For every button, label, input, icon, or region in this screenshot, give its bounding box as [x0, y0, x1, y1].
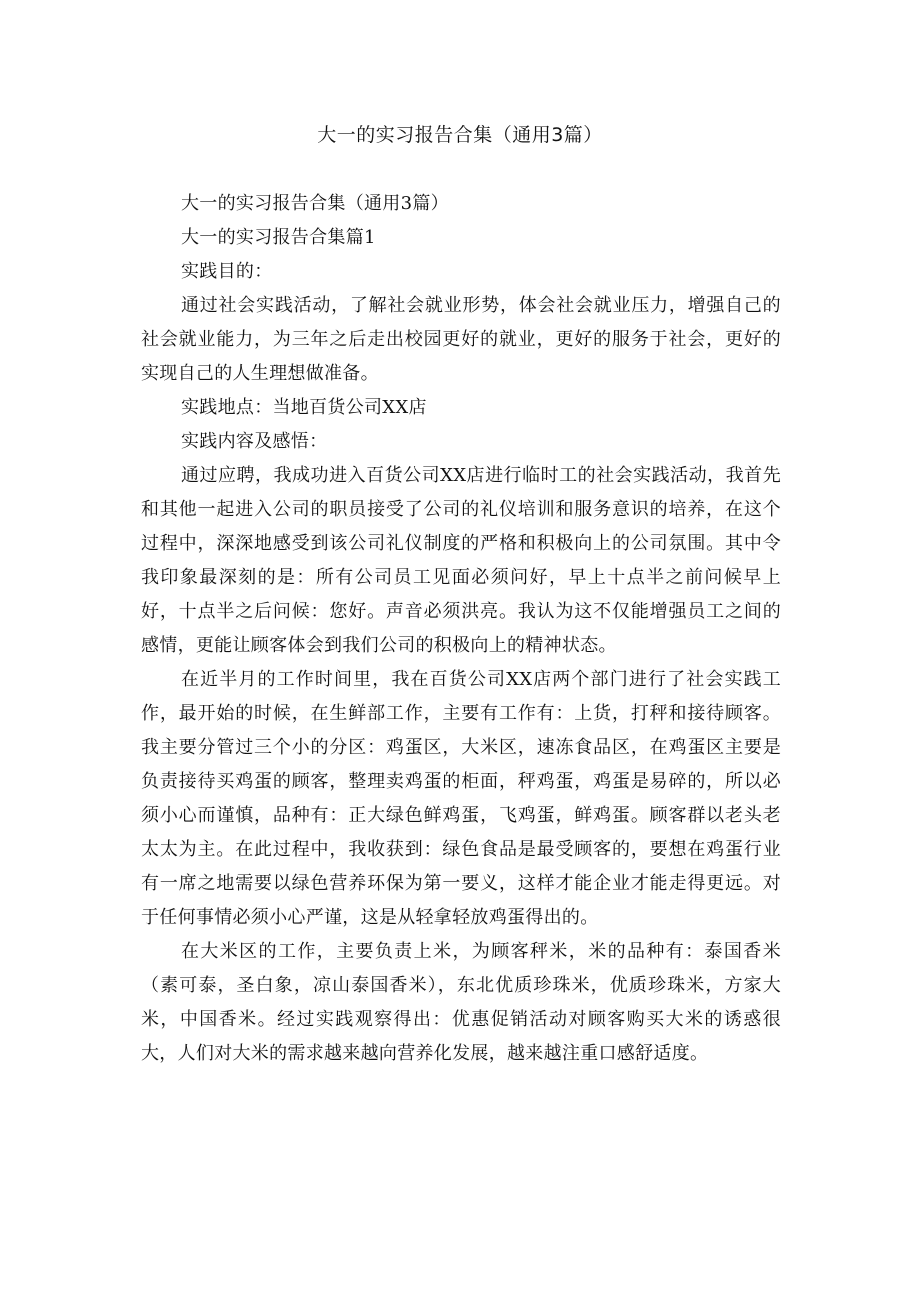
paragraph-section-heading: 大一的实习报告合集篇1 [181, 227, 376, 248]
document-body [141, 187, 781, 1071]
paragraph-location: 实践地点：当地百货公司XX店 [181, 397, 427, 418]
paragraph-purpose-label: 实践目的： [181, 261, 273, 282]
paragraph-content-label: 实践内容及感悟： [181, 431, 328, 452]
paragraph-rice-area: 在大米区的工作，主要负责上米，为顾客秤米，米的品种有：泰国香米（素可泰，圣白象，凉山泰国香米），东北优质珍珠米，优质珍珠米，方家大米，中国香米。经过实践观察得出：优惠促销活动对顾客购买大米的诱惑很大，人们对大米的需求越来越向营养化发展，越来越注重口感舒适度。 [141, 941, 781, 1064]
paragraph-fresh-department: 在近半月的工作时间里，我在百货公司XX店两个部门进行了社会实践工作，最开始的时候，在生鲜部工作，主要有工作有：上货，打秤和接待顾客。我主要分管过三个小的分区：鸡蛋区，大米区，速冻食品区，在鸡蛋区主要是负责接待买鸡蛋的顾客，整理卖鸡蛋的柜面，秤鸡蛋，鸡蛋是易碎的，所以必须小心而谨慎，品种有：正大绿色鲜鸡蛋，飞鸡蛋，鲜鸡蛋。顾客群以老头老太太为主。在此过程中，我收获到：绿色食品是最受顾客的，要想在鸡蛋行业有一席之地需要以绿色营养环保为第一要义，这样才能企业才能走得更远。对于任何事情必须小心严谨，这是从轻拿轻放鸡蛋得出的。 [141, 669, 781, 928]
paragraph-training: 通过应聘，我成功进入百货公司XX店进行临时工的社会实践活动，我首先和其他一起进入公司的职员接受了公司的礼仪培训和服务意识的培养，在这个过程中，深深地感受到该公司礼仪制度的严格和积极向上的公司氛围。其中令我印象最深刻的是：所有公司员工见面必须问好，早上十点半之前问候早上好，十点半之后问候：您好。声音必须洪亮。我认为这不仅能增强员工之间的感情，更能让顾客体会到我们公司的积极向上的精神状态。 [141, 465, 781, 656]
paragraph-subtitle: 大一的实习报告合集（通用3篇） [181, 193, 449, 214]
paragraph-purpose: 通过社会实践活动，了解社会就业形势，体会社会就业压力，增强自己的社会就业能力，为三年之后走出校园更好的就业，更好的服务于社会，更好的实现自己的人生理想做准备。 [141, 295, 781, 384]
document-title: 大一的实习报告合集（通用3篇） [317, 124, 603, 146]
